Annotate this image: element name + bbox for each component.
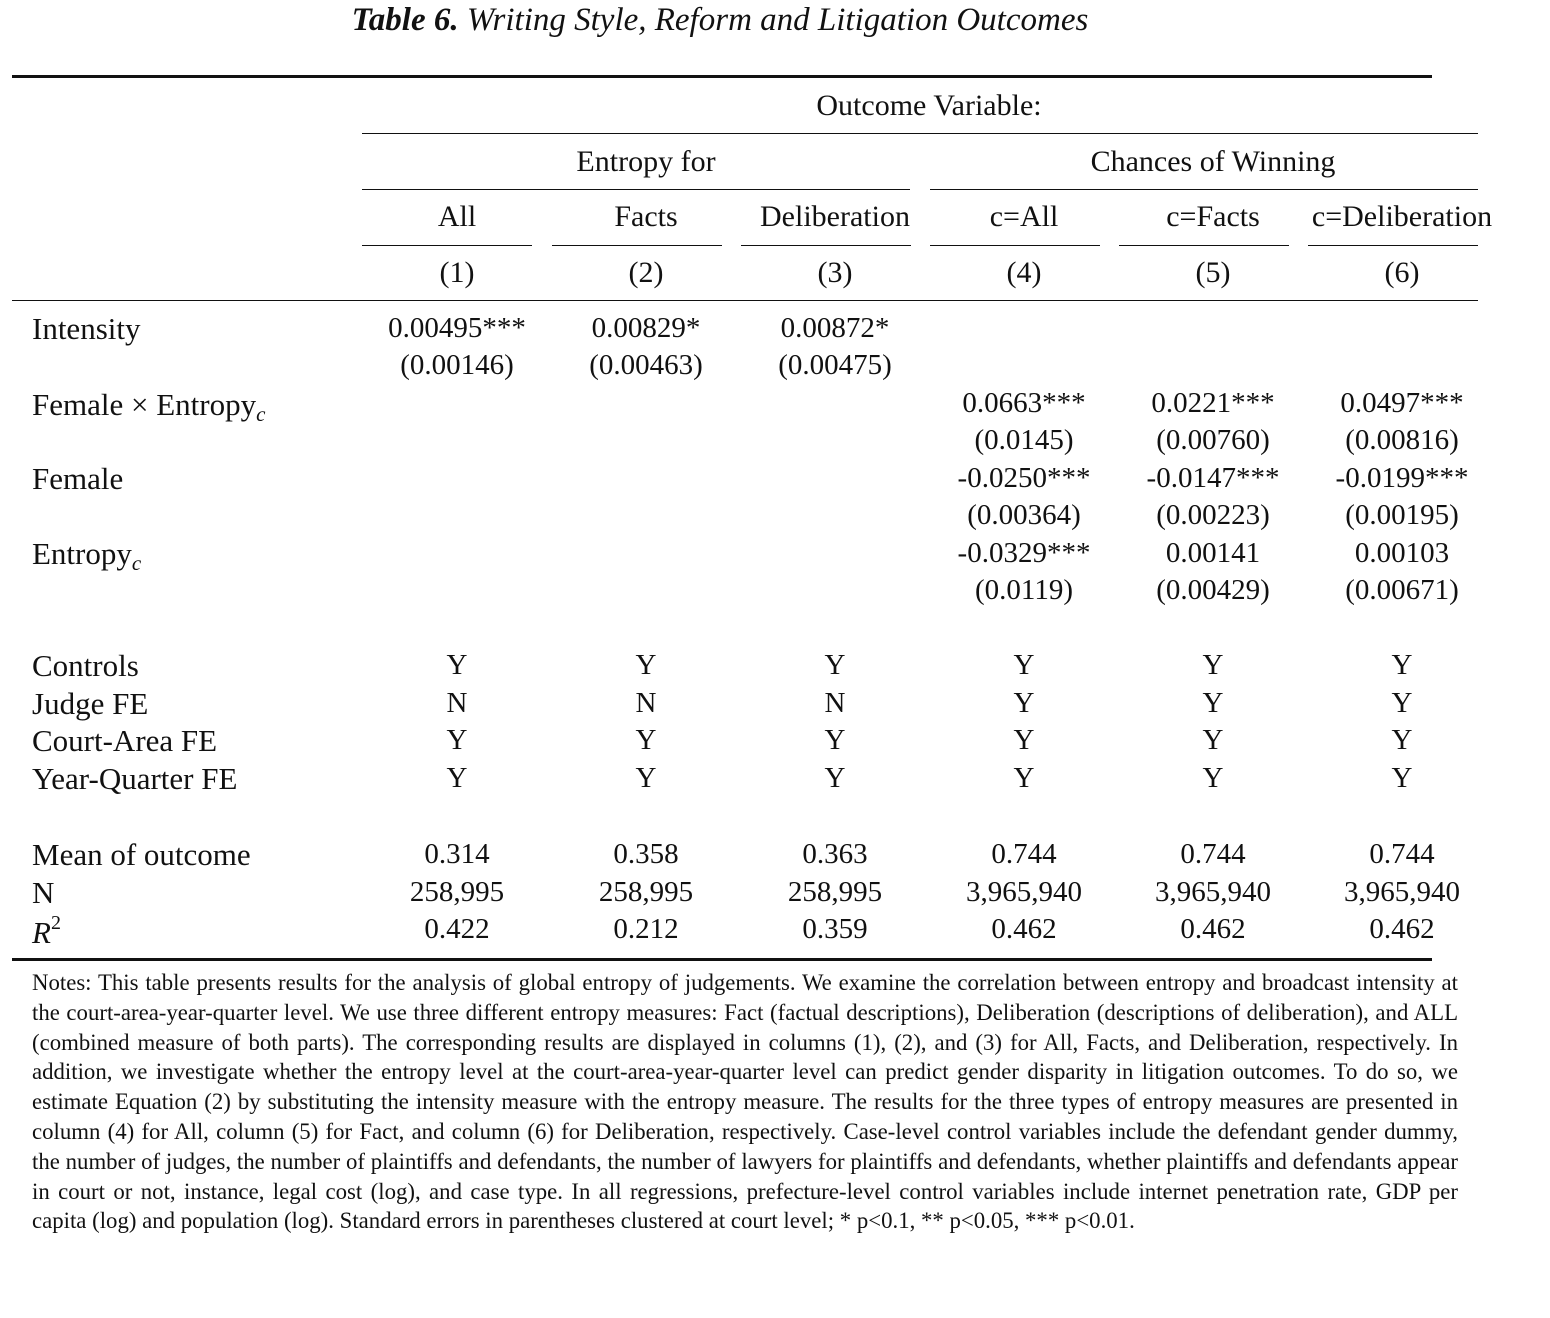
fe-value-1-4: Y [1013, 649, 1035, 681]
female-se-6: (0.00195) [1345, 499, 1459, 531]
column-number-4: (4) [1006, 256, 1042, 289]
fe-value-4-5: Y [1202, 762, 1224, 794]
fe-value-3-3: Y [824, 724, 846, 756]
female-x-entropy-subscript: c [256, 402, 266, 426]
column-header-1: All [437, 200, 477, 233]
column-header-rule-3 [741, 245, 911, 246]
row-label-female: Female [32, 461, 124, 496]
column-header-2: Facts [614, 200, 678, 233]
table-title [0, 2, 1440, 39]
top-rule [12, 75, 1432, 78]
female-se-4: (0.00364) [967, 499, 1081, 531]
stat-value-1-3: 0.363 [802, 838, 868, 870]
stat-value-1-2: 0.358 [613, 838, 679, 870]
row-label-female-x-entropy [32, 387, 265, 427]
column-header-4: c=All [989, 200, 1059, 233]
fe-value-2-2: N [635, 687, 657, 719]
bottom-rule [12, 958, 1432, 961]
fe-value-3-4: Y [1013, 724, 1035, 756]
column-header-rule-1 [362, 245, 532, 246]
fe-value-2-4: Y [1013, 687, 1035, 719]
stat-value-2-2: 258,995 [598, 876, 694, 908]
fe-value-2-1: N [446, 687, 468, 719]
stat-value-1-4: 0.744 [991, 838, 1057, 870]
group-rule-chances [930, 189, 1478, 190]
fe-label-4: Year-Quarter FE [32, 761, 238, 796]
fe-value-3-6: Y [1391, 724, 1413, 756]
stat-value-3-1: 0.422 [424, 913, 490, 945]
fe-value-1-5: Y [1202, 649, 1224, 681]
stat-value-3-2: 0.212 [613, 913, 679, 945]
female-coef-4: -0.0250*** [957, 462, 1091, 494]
stat-value-2-1: 258,995 [409, 876, 505, 908]
stat-value-1-1: 0.314 [424, 838, 490, 870]
fe-value-3-5: Y [1202, 724, 1224, 756]
fe-label-1: Controls [32, 648, 139, 683]
group-entropy-for: Entropy for [576, 145, 716, 178]
column-number-6: (6) [1384, 256, 1420, 289]
column-number-5: (5) [1195, 256, 1231, 289]
female-x-entropy-coef-4: 0.0663*** [962, 387, 1086, 419]
outcome-rule [362, 133, 1478, 134]
stat-value-2-4: 3,965,940 [966, 876, 1082, 908]
fe-value-1-3: Y [824, 649, 846, 681]
fe-value-4-1: Y [446, 762, 468, 794]
stat-value-3-6: 0.462 [1369, 913, 1435, 945]
entropy-coef-5: 0.00141 [1165, 537, 1261, 569]
table-notes: Notes: This table presents results for the analysis of global entropy of judgements. We examine the correlation between entropy and broadcast intensity at the court-area-year-quarter level. We use three different entropy measures: Fact (factual descriptions), Deliberation (descriptions of deliberation), and ALL (combined measure of both parts). The corresponding results are displayed in columns (1), (2), and (3) for All, Facts, and Deliberation, respectively. In addition, we investigate whether the entropy level at the court-area-year-quarter level can predict gender disparity in litigation outcomes. To do so, we estimate Equation (2) by substituting the intensity measure with the entropy measure. The results for the three types of entropy measures are presented in column (4) for All, column (5) for Fact, and column (6) for Deliberation, respectively. Case-level control variables include the defendant gender dummy, the number of judges, the number of plaintiffs and defendants, the number of lawyers for plaintiffs and defendants, whether plaintiffs and defendants appear in court or not, instance, legal cost (log), and case type. In all regressions, prefecture-level control variables include internet penetration rate, GDP per capita (log) and population (log). Standard errors in parentheses clustered at court level; * p<0.1, ** p<0.05, *** p<0.01. [32, 970, 1458, 1234]
fe-value-2-3: N [824, 687, 846, 719]
entropy-se-4: (0.0119) [975, 574, 1073, 606]
female-x-entropy-coef-5: 0.0221*** [1151, 387, 1275, 419]
entropy-text: Entropy [32, 536, 132, 571]
fe-value-4-6: Y [1391, 762, 1413, 794]
stat-label-3 [32, 912, 61, 951]
female-se-5: (0.00223) [1156, 499, 1270, 531]
stat-value-1-5: 0.744 [1180, 838, 1246, 870]
fe-value-4-4: Y [1013, 762, 1035, 794]
intensity-se-1: (0.00146) [400, 349, 514, 381]
fe-value-1-6: Y [1391, 649, 1413, 681]
fe-value-2-5: Y [1202, 687, 1224, 719]
fe-label-2: Judge FE [32, 686, 149, 721]
female-x-entropy-se-6: (0.00816) [1345, 424, 1459, 456]
column-header-5: c=Facts [1166, 200, 1260, 233]
table-number: Table 6. [351, 2, 459, 38]
female-x-entropy-se-4: (0.0145) [974, 424, 1074, 456]
entropy-subscript: c [131, 551, 142, 575]
female-x-entropy-se-5: (0.00760) [1156, 424, 1270, 456]
fe-value-3-1: Y [446, 724, 468, 756]
column-header-rule-4 [930, 245, 1100, 246]
column-number-2: (2) [628, 256, 664, 289]
stat-label-2: N [32, 875, 55, 910]
fe-value-2-6: Y [1391, 687, 1413, 719]
stat-value-1-6: 0.744 [1369, 838, 1435, 870]
column-header-rule-6 [1308, 245, 1478, 246]
stat-value-2-3: 258,995 [787, 876, 883, 908]
entropy-coef-4: -0.0329*** [957, 537, 1091, 569]
female-x-entropy-text: Female × Entropy [32, 387, 257, 422]
intensity-se-3: (0.00475) [778, 349, 892, 381]
fe-label-3: Court-Area FE [32, 723, 218, 758]
row-label-intensity: Intensity [32, 311, 141, 346]
entropy-se-6: (0.00671) [1345, 574, 1459, 606]
stat-value-3-3: 0.359 [802, 913, 868, 945]
stat-label-1: Mean of outcome [32, 837, 251, 872]
entropy-coef-6: 0.00103 [1354, 537, 1450, 569]
stat-value-3-5: 0.462 [1180, 913, 1246, 945]
table-caption: Writing Style, Reform and Litigation Outcomes [466, 2, 1089, 38]
header-bottom-rule [12, 300, 1478, 301]
entropy-se-5: (0.00429) [1156, 574, 1270, 606]
column-number-1: (1) [439, 256, 475, 289]
column-number-3: (3) [817, 256, 853, 289]
stat-value-3-4: 0.462 [991, 913, 1057, 945]
intensity-coef-3: 0.00872* [780, 312, 890, 344]
fe-value-3-2: Y [635, 724, 657, 756]
outcome-variable-header: Outcome Variable: [816, 89, 1042, 122]
row-label-entropy [32, 536, 141, 576]
column-header-3: Deliberation [760, 200, 910, 233]
female-coef-6: -0.0199*** [1335, 462, 1469, 494]
female-x-entropy-coef-6: 0.0497*** [1340, 387, 1464, 419]
r-squared-superscript: 2 [50, 912, 61, 934]
group-rule-entropy [362, 189, 910, 190]
stat-value-2-6: 3,965,940 [1344, 876, 1460, 908]
fe-value-4-2: Y [635, 762, 657, 794]
group-chances-of-winning: Chances of Winning [1090, 145, 1336, 178]
fe-value-4-3: Y [824, 762, 846, 794]
column-header-6: c=Deliberation [1311, 200, 1493, 233]
r-squared-base: R [32, 915, 51, 950]
stat-value-2-5: 3,965,940 [1155, 876, 1271, 908]
female-coef-5: -0.0147*** [1146, 462, 1280, 494]
intensity-coef-2: 0.00829* [591, 312, 701, 344]
intensity-coef-1: 0.00495*** [388, 312, 526, 344]
fe-value-1-1: Y [446, 649, 468, 681]
intensity-se-2: (0.00463) [589, 349, 703, 381]
column-header-rule-5 [1119, 245, 1289, 246]
fe-value-1-2: Y [635, 649, 657, 681]
column-header-rule-2 [552, 245, 722, 246]
